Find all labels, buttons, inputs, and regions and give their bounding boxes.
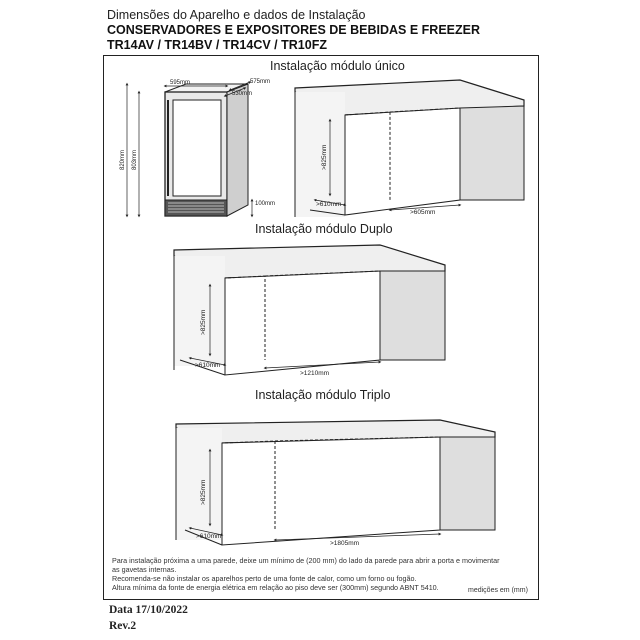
dim-appliance-height-total: 820mm: [120, 149, 126, 170]
section-title-double: Instalação módulo Duplo: [255, 222, 393, 236]
header-product-type: CONSERVADORES E EXPOSITORES DE BEBIDAS E FREEZER: [107, 23, 480, 37]
dim-double-width: >1210mm: [300, 370, 330, 377]
dim-appliance-depth-total: 575mm: [250, 79, 271, 85]
header-models: TR14AV / TR14BV / TR14CV / TR10FZ: [107, 38, 327, 52]
appliance-side-face: [227, 84, 248, 216]
dim-appliance-base: 100mm: [255, 201, 276, 207]
single-cabinet-drawing: [295, 80, 524, 217]
double-cabinet-drawing: [174, 245, 445, 375]
dim-appliance-height-body: 803mm: [132, 149, 138, 170]
note-wall-clearance: Para instalação próxima a uma parede, deixe um mínimo de (200 mm) do lado da parede para abrir a porta e movimentar: [112, 556, 500, 565]
dim-triple-width: >1805mm: [330, 540, 360, 547]
dim-single-depth: >610mm: [316, 201, 342, 208]
section-title-single: Instalação módulo único: [270, 59, 405, 73]
dim-single-height: >825mm: [321, 144, 328, 170]
dim-double-depth: >610mm: [195, 362, 221, 369]
units-note: medições em (mm): [468, 587, 528, 594]
note-heat-source: Recomenda-se não instalar os aparelhos perto de uma fonte de calor, como um forno ou fogão.: [112, 574, 417, 583]
dim-appliance-depth-body: 530mm: [232, 91, 253, 97]
dim-double-height: >825mm: [200, 309, 207, 335]
footer-date: Data 17/10/2022: [109, 604, 188, 616]
triple-cabinet-drawing: [176, 420, 495, 545]
note-wall-clearance-cont: as gavetas internas.: [112, 565, 177, 574]
appliance-drawing: [165, 84, 248, 216]
note-power-outlet: Altura mínima da fonte de energia elétrica em relação ao piso deve ser (300mm) segundo ABNT 5410.: [112, 583, 439, 592]
dim-triple-depth: >610mm: [196, 533, 222, 540]
footer-revision: Rev.2: [109, 620, 137, 632]
dim-appliance-width: 595mm: [170, 80, 191, 86]
appliance-base-grill: [165, 200, 227, 216]
section-title-triple: Instalação módulo Triplo: [255, 388, 391, 402]
appliance-glass-door: [173, 100, 221, 196]
dim-triple-height: >825mm: [200, 479, 207, 505]
header-line-1: Dimensões do Aparelho e dados de Instalação: [107, 8, 366, 22]
dim-single-width: >605mm: [410, 209, 436, 216]
